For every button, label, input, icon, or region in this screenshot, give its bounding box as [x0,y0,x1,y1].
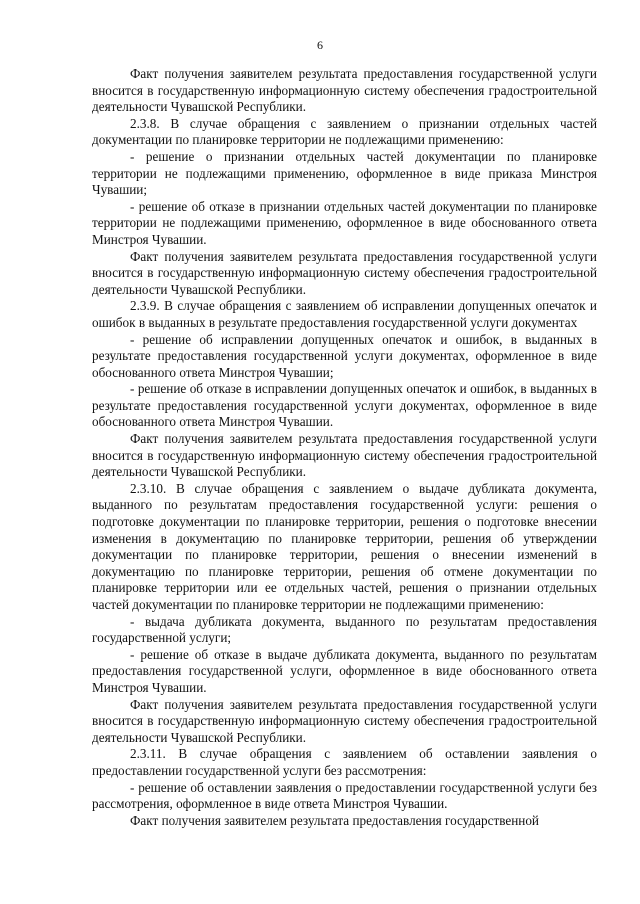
paragraph: 2.3.11. В случае обращения с заявлением об оставлении заявления о предоставлении государственной услуги без рассмотрения: [92,746,597,778]
paragraph: - решение об отказе в признании отдельных частей документации по планировке территории не подлежащими применению, оформленное в виде обоснованного ответа Минстроя Чувашии. [92,198,597,247]
paragraph: Факт получения заявителем результата предоставления государственной услуги вносится в государственную информационную систему обеспечения градостроительной деятельности Чувашской Республики. [92,66,597,115]
page-number: 6 [317,38,323,52]
paragraph: - выдача дубликата документа, выданного по результатам предоставления государственной услуги; [92,613,597,646]
paragraph: Факт получения заявителем результата предоставления государственной услуги вносится в государственную информационную систему обеспечения градостроительной деятельности Чувашской Республики. [92,431,597,480]
paragraph: - решение об оставлении заявления о предоставлении государственной услуги без рассмотрения, оформленное в виде ответа Минстроя Чувашии. [92,779,597,812]
paragraph: 2.3.8. В случае обращения с заявлением о признании отдельных частей документации по планировке территории не подлежащими применению: [92,115,597,148]
paragraph: 2.3.9. В случае обращения с заявлением об исправлении допущенных опечаток и ошибок в выданных в результате предоставления государственной услуги документах [92,298,597,330]
paragraph: Факт получения заявителем результата предоставления государственной [130,812,539,828]
paragraph: Факт получения заявителем результата предоставления государственной услуги вносится в государственную информационную систему обеспечения градостроительной деятельности Чувашской Республики. [92,696,597,745]
paragraph: 2.3.10. В случае обращения с заявлением о выдаче дубликата документа, выданного по результатам предоставления государственной услуги: решения о подготовке документации по планировке территории, решения о подготовке внесении изменения в документацию по планировке территории, решения об утверждении документации по планировке территории, решения о внесении изменений в документацию по планировке территории, решения об отмене документации по планировке территории или ее отдельных частей, решения о признании отдельных частей документации по планировке территории не подлежащими применению: [92,480,597,612]
paragraph: - решение об отказе в выдаче дубликата документа, выданного по результатам предоставления государственной услуги, оформленное в виде обоснованного ответа Минстроя Чувашии. [92,646,597,695]
paragraph: - решение об отказе в исправлении допущенных опечаток и ошибок, в выданных в результате предоставления государственной услуги документах, оформленное в виде обоснованного ответа Минстроя Чувашии. [92,381,597,430]
document-body [92,66,597,829]
paragraph: - решение об исправлении допущенных опечаток и ошибок, в выданных в результате предоставления государственной услуги документах, оформленное в виде обоснованного ответа Минстроя Чувашии; [92,331,597,380]
paragraph: - решение о признании отдельных частей документации по планировке территории не подлежащими применению, оформленное в виде приказа Минстроя Чувашии; [92,148,597,198]
paragraph: Факт получения заявителем результата предоставления государственной услуги вносится в государственную информационную систему обеспечения градостроительной деятельности Чувашской Республики. [92,248,597,297]
